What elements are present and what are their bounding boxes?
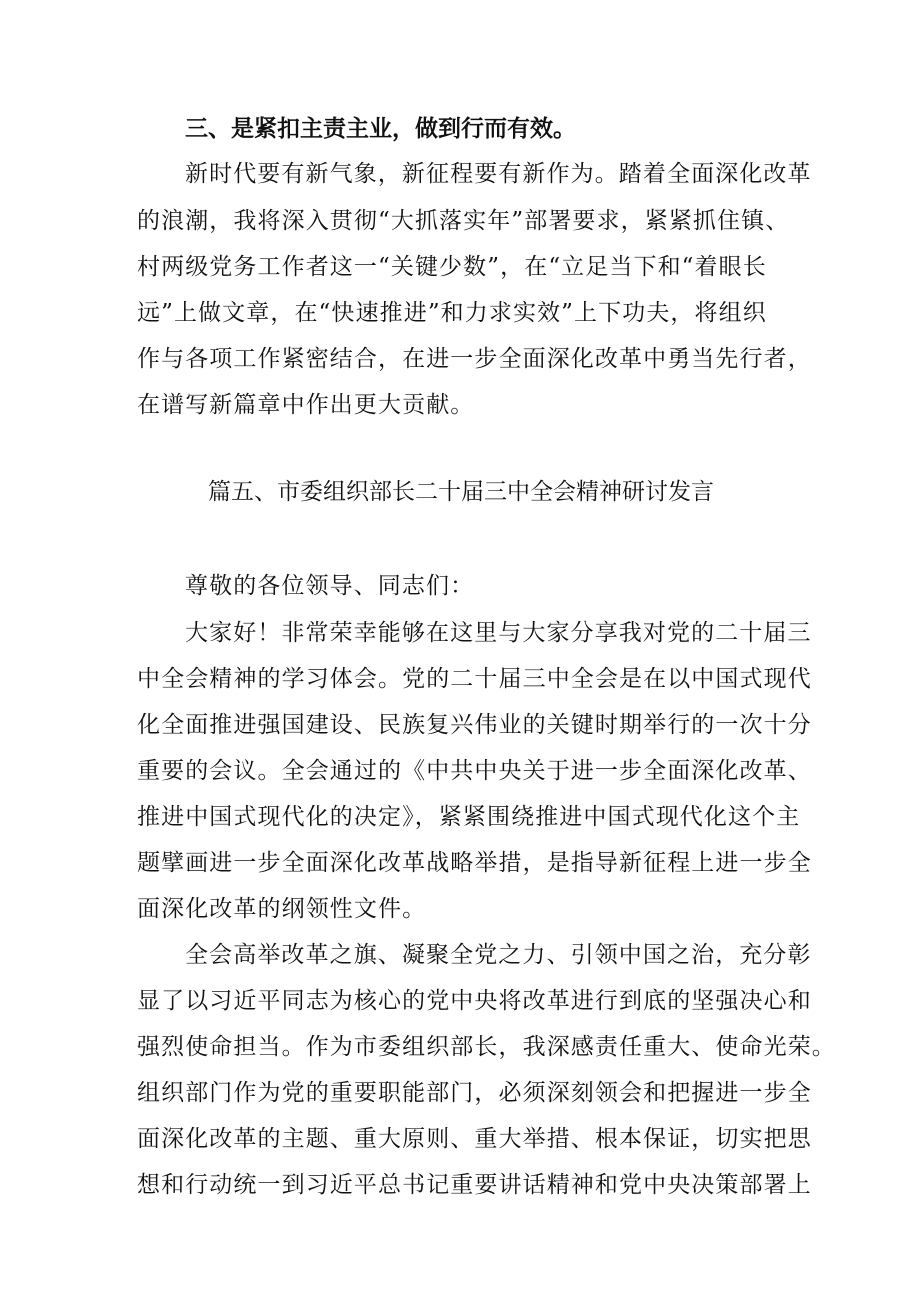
paragraph-line: 组织部门作为党的重要职能部门，必须深刻领会和把握进一步全 bbox=[137, 1080, 812, 1106]
paragraph-line: 想和行动统一到习近平总书记重要讲话精神和党中央决策部署上 bbox=[137, 1172, 812, 1198]
paragraph-line: 面深化改革的主题、重大原则、重大举措、根本保证，切实把思 bbox=[137, 1126, 812, 1152]
paragraph-line: 推进中国式现代化的决定》，紧紧围绕推进中国式现代化这个主 bbox=[137, 804, 801, 830]
paragraph-line: 的浪潮，我将深入贯彻“大抓落实年”部署要求，紧紧抓住镇、 bbox=[137, 208, 790, 234]
paragraph-line: 强烈使命担当。作为市委组织部长，我深感责任重大、使命光荣。 bbox=[137, 1034, 836, 1060]
paragraph-line: 村两级党务工作者这一“关键少数”，在“立足当下和“着眼长 bbox=[137, 254, 767, 280]
paragraph-line: 中全会精神的学习体会。党的二十届三中全会是在以中国式现代 bbox=[137, 666, 812, 692]
paragraph-line: 显了以习近平同志为核心的党中央将改革进行到底的坚强决心和 bbox=[137, 988, 812, 1014]
paragraph-line: 题擘画进一步全面深化改革战略举措，是指导新征程上进一步全 bbox=[137, 850, 812, 876]
paragraph-line: 作与各项工作紧密结合，在进一步全面深化改革中勇当先行者， bbox=[137, 346, 812, 372]
section-heading: 三、是紧扣主责主业，做到行而有效。 bbox=[185, 116, 576, 142]
paragraph-line: 重要的会议。全会通过的《中共中央关于进一步全面深化改革、 bbox=[137, 758, 812, 784]
paragraph-line: 在谱写新篇章中作出更大贡献。 bbox=[137, 392, 475, 418]
article-title: 篇五、市委组织部长二十届三中全会精神研讨发言 bbox=[208, 479, 714, 505]
paragraph-line: 远”上做文章，在“快速推进”和力求实效”上下功夫，将组织 bbox=[137, 300, 767, 326]
salutation: 尊敬的各位领导、同志们： bbox=[185, 573, 475, 599]
paragraph-line: 化全面推进强国建设、民族复兴伟业的关键时期举行的一次十分 bbox=[137, 712, 812, 738]
paragraph-line: 面深化改革的纲领性文件。 bbox=[137, 896, 427, 922]
paragraph-line: 新时代要有新气象，新征程要有新作为。踏着全面深化改革 bbox=[185, 161, 812, 187]
paragraph-line: 大家好！非常荣幸能够在这里与大家分享我对党的二十届三 bbox=[185, 620, 812, 646]
paragraph-line: 全会高举改革之旗、凝聚全党之力、引领中国之治，充分彰 bbox=[185, 942, 812, 968]
